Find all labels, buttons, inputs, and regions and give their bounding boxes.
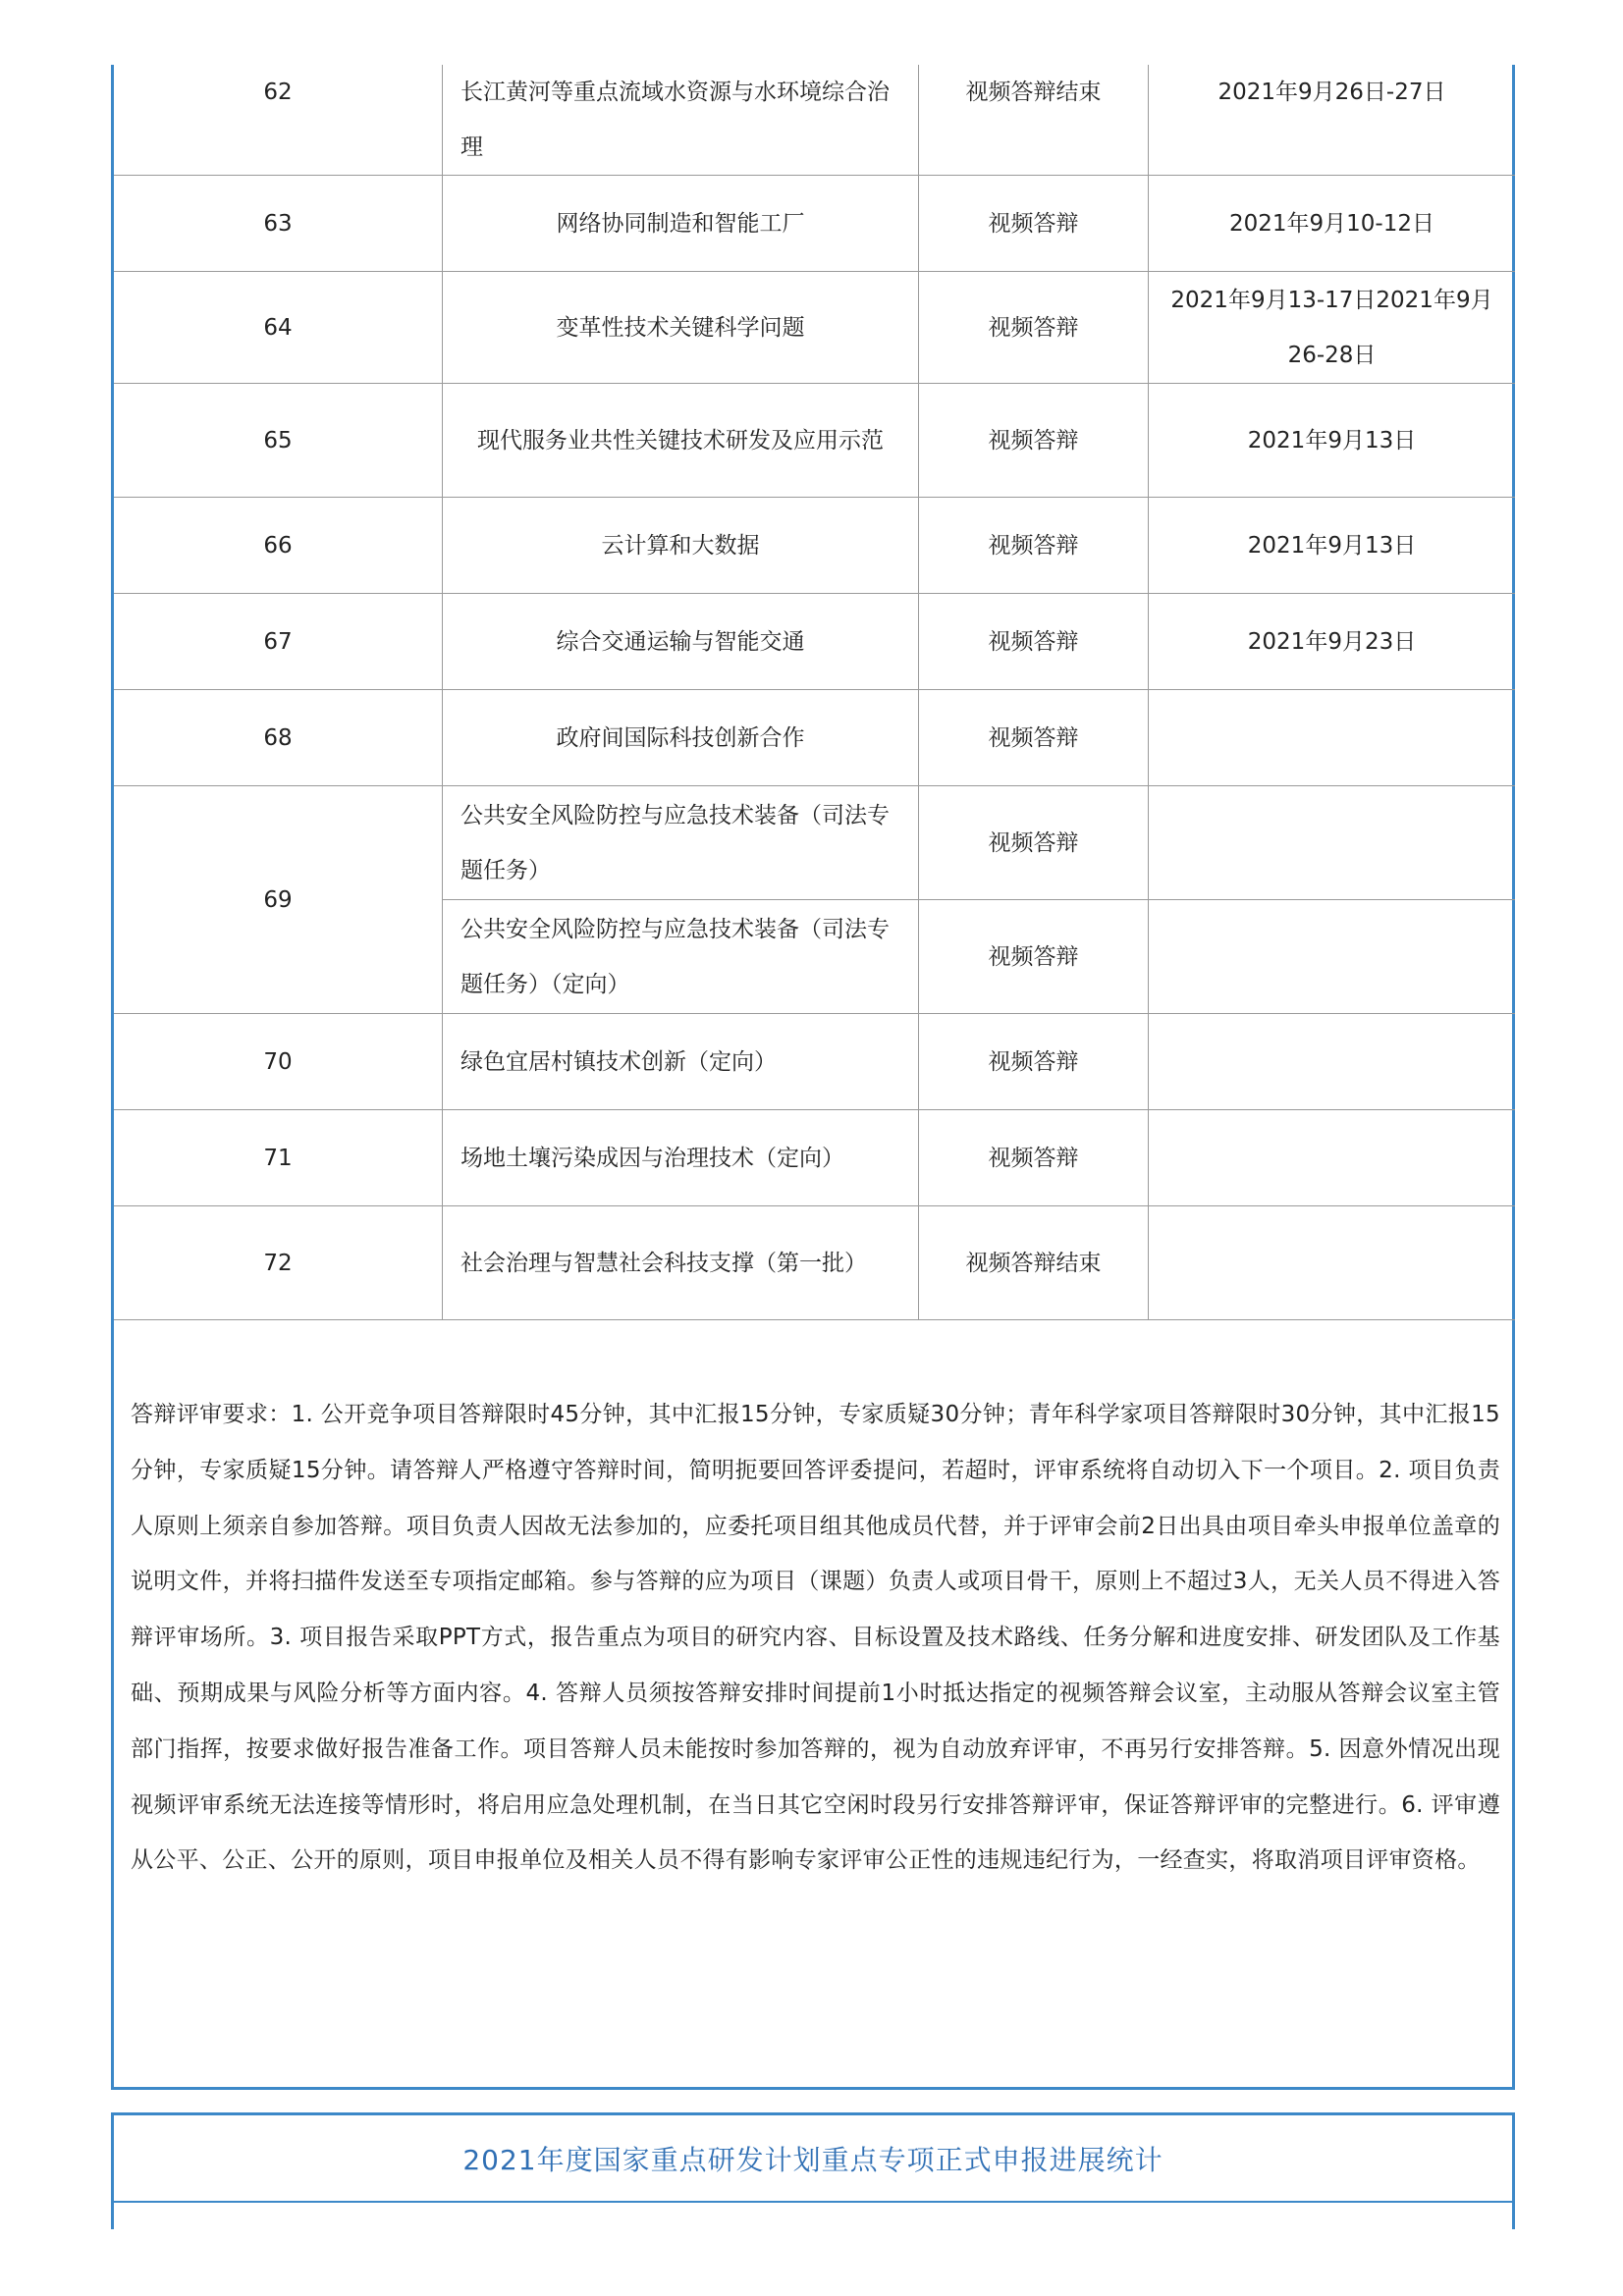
defense-form: 视频答辩结束 xyxy=(919,65,1149,176)
project-name: 绿色宜居村镇技术创新（定向） xyxy=(443,1014,919,1110)
section-title-box xyxy=(111,2112,1515,2203)
project-name: 公共安全风险防控与应急技术装备（司法专题任务）（定向） xyxy=(443,900,919,1014)
row-number: 70 xyxy=(114,1014,443,1110)
defense-date: 2021年9月10-12日 xyxy=(1149,176,1516,272)
defense-date: 2021年9月26日-27日 xyxy=(1149,65,1516,176)
table-row xyxy=(114,498,1515,594)
defense-date: 2021年9月13日 xyxy=(1149,498,1516,594)
table-row xyxy=(114,594,1515,690)
project-name: 场地土壤污染成因与治理技术（定向） xyxy=(443,1110,919,1206)
defense-form: 视频答辩 xyxy=(919,498,1149,594)
row-number: 68 xyxy=(114,690,443,786)
defense-form: 视频答辩 xyxy=(919,1014,1149,1110)
row-number: 72 xyxy=(114,1206,443,1320)
project-name: 公共安全风险防控与应急技术装备（司法专题任务） xyxy=(443,786,919,900)
defense-date xyxy=(1149,786,1516,900)
table-row xyxy=(114,384,1515,498)
project-name: 云计算和大数据 xyxy=(443,498,919,594)
defense-date xyxy=(1149,690,1516,786)
frame-continuation-right xyxy=(1512,2203,1515,2229)
defense-date xyxy=(1149,900,1516,1014)
defense-form: 视频答辩 xyxy=(919,594,1149,690)
project-name: 政府间国际科技创新合作 xyxy=(443,690,919,786)
defense-form: 视频答辩 xyxy=(919,900,1149,1014)
row-number: 63 xyxy=(114,176,443,272)
table-row xyxy=(114,176,1515,272)
row-number: 62 xyxy=(114,65,443,176)
defense-form: 视频答辩结束 xyxy=(919,1206,1149,1320)
project-name: 网络协同制造和智能工厂 xyxy=(443,176,919,272)
row-number: 67 xyxy=(114,594,443,690)
project-name: 社会治理与智慧社会科技支撑（第一批） xyxy=(443,1206,919,1320)
table-row xyxy=(114,786,1515,900)
project-name: 变革性技术关键科学问题 xyxy=(443,272,919,384)
table-row xyxy=(114,1110,1515,1206)
row-number: 71 xyxy=(114,1110,443,1206)
table-row xyxy=(114,272,1515,384)
frame-continuation-left xyxy=(111,2203,114,2229)
defense-form: 视频答辩 xyxy=(919,690,1149,786)
project-name: 综合交通运输与智能交通 xyxy=(443,594,919,690)
defense-date: 2021年9月13-17日2021年9月26-28日 xyxy=(1149,272,1516,384)
defense-date xyxy=(1149,1110,1516,1206)
defense-schedule-table xyxy=(114,65,1515,1320)
defense-form: 视频答辩 xyxy=(919,786,1149,900)
defense-form: 视频答辩 xyxy=(919,176,1149,272)
table-row xyxy=(114,65,1515,176)
defense-date xyxy=(1149,1206,1516,1320)
defense-date: 2021年9月13日 xyxy=(1149,384,1516,498)
project-name: 现代服务业共性关键技术研发及应用示范 xyxy=(443,384,919,498)
defense-form: 视频答辩 xyxy=(919,1110,1149,1206)
section-title: 2021年度国家重点研发计划重点专项正式申报进展统计 xyxy=(462,2143,1163,2176)
table-row xyxy=(114,690,1515,786)
defense-requirements-text: 答辩评审要求：1. 公开竞争项目答辩限时45分钟，其中汇报15分钟，专家质疑30分钟；青年科学家项目答辩限时30分钟，其中汇报15分钟，专家质疑15分钟。请答辩人严格遵守答辩时间，简明扼要回答评委提问，若超时，评审系统将自动切入下一个项目。2. 项目负责人原则上须亲自参加答辩。项目负责人因故无法参加的，应委托项目组其他成员代替，并于评审会前2日出具由项目牵头申报单位盖章的说明文件，并将扫描件发送至专项指定邮箱。参与答辩的应为项目（课题）负责人或项目骨干，原则上不超过3人，无关人员不得进入答辩评审场所。3. 项目报告采取PPT方式，报告重点为项目的研究内容、目标设置及技术路线、任务分解和进度安排、研发团队及工作基础、预期成果与风险分析等方面内容。4. 答辩人员须按答辩安排时间提前1小时抵达指定的视频答辩会议室，主动服从答辩会议室主管部门指挥，按要求做好报告准备工作。项目答辩人员未能按时参加答辩的，视为自动放弃评审，不再另行安排答辩。5. 因意外情况出现视频评审系统无法连接等情形时，将启用应急处理机制，在当日其它空闲时段另行安排答辩评审，保证答辩评审的完整进行。6. 评审遵从公平、公正、公开的原则，项目申报单位及相关人员不得有影响专家评审公正性的违规违纪行为，一经查实，将取消项目评审资格。 xyxy=(131,1402,1500,1874)
table-row xyxy=(114,1014,1515,1110)
row-number: 65 xyxy=(114,384,443,498)
defense-form: 视频答辩 xyxy=(919,384,1149,498)
defense-date: 2021年9月23日 xyxy=(1149,594,1516,690)
defense-form: 视频答辩 xyxy=(919,272,1149,384)
row-number: 69 xyxy=(114,786,443,1014)
table-row xyxy=(114,1206,1515,1320)
row-number: 66 xyxy=(114,498,443,594)
project-name: 长江黄河等重点流域水资源与水环境综合治理 xyxy=(443,65,919,176)
row-number: 64 xyxy=(114,272,443,384)
defense-date xyxy=(1149,1014,1516,1110)
